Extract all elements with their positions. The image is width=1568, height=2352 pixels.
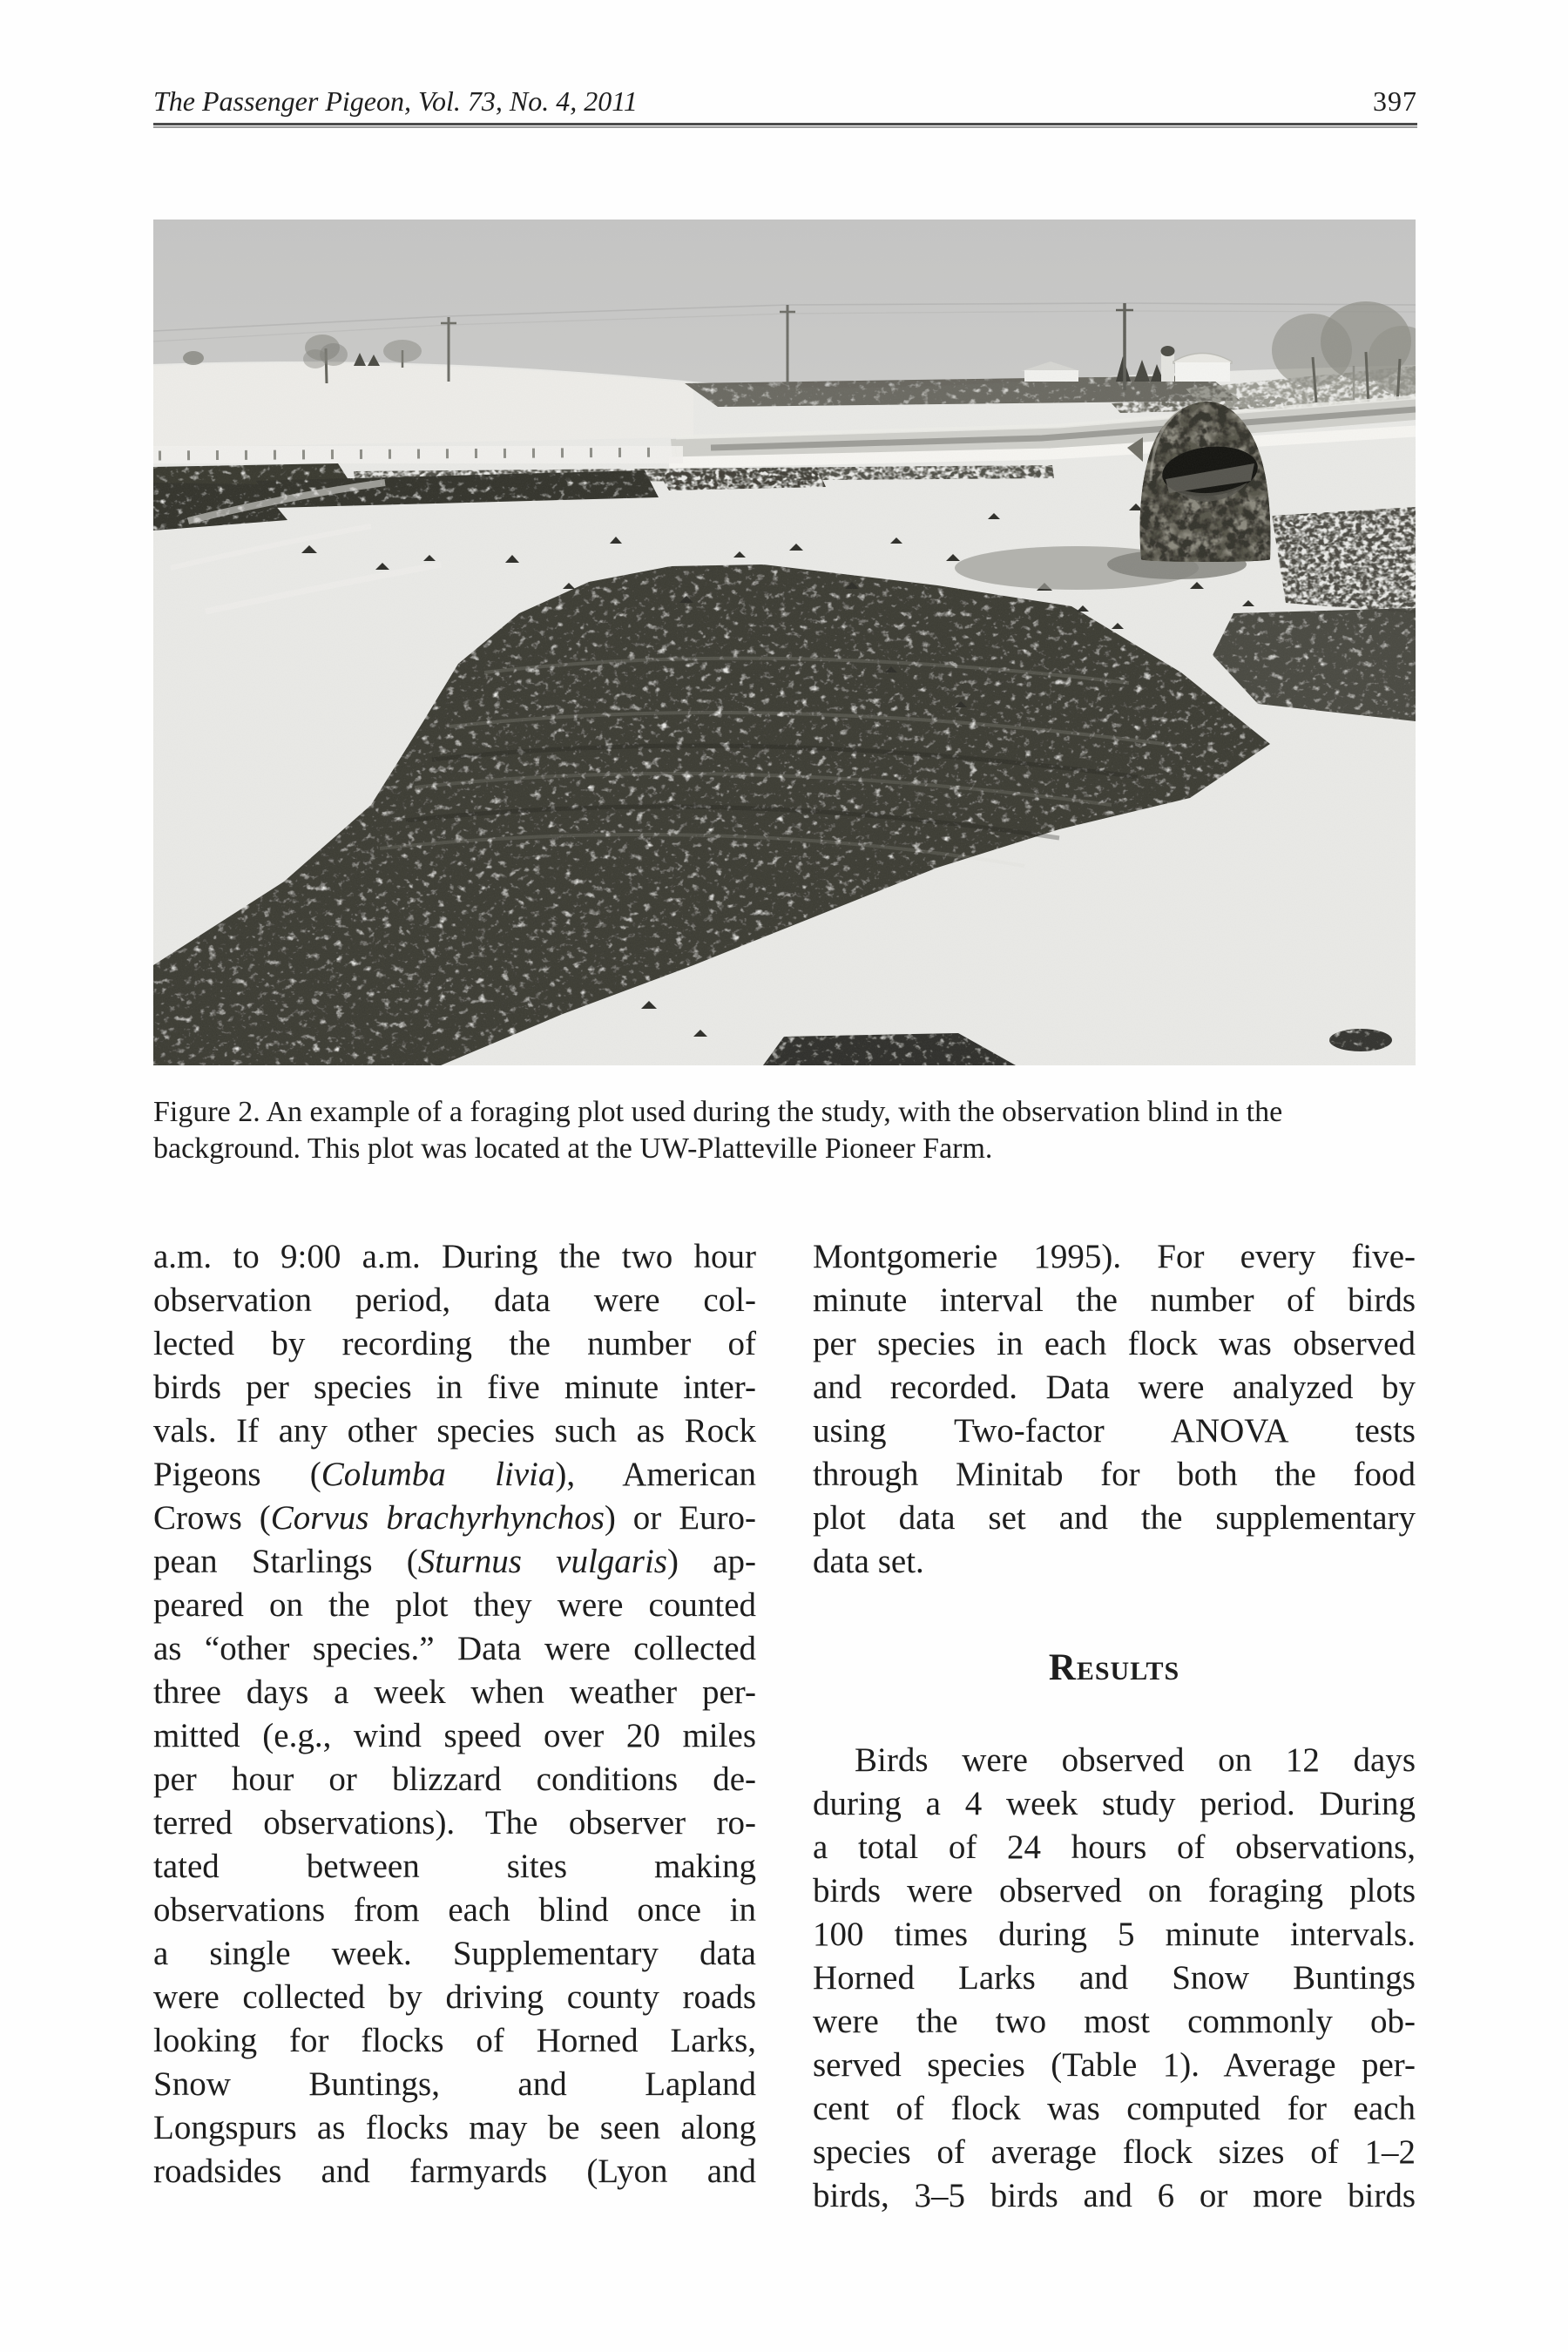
text-line: data set. (813, 1543, 924, 1580)
field-photo-art (153, 220, 1416, 1065)
text-line: a.m. to 9:00 a.m. During the two hour (153, 1238, 756, 1275)
text-line: peared on the plot they were counted (153, 1586, 756, 1624)
text-line: per species in each flock was observed (813, 1325, 1416, 1362)
text-line: and recorded. Data were analyzed by (813, 1369, 1416, 1406)
text-line: a total of 24 hours of observations, (813, 1828, 1416, 1866)
text-line: species of average flock sizes of 1–2 (813, 2133, 1416, 2171)
journal-title: The Passenger Pigeon, Vol. 73, No. 4, 2011 (153, 85, 638, 117)
text-line: tated between sites making (153, 1848, 756, 1885)
text-line: birds were observed on foraging plots (813, 1872, 1416, 1909)
results-heading: Results (1048, 1647, 1180, 1688)
text-line: cent of flock was computed for each (813, 2090, 1416, 2127)
text-line: observations from each blind once in (153, 1891, 756, 1929)
text-line: per hour or blizzard conditions de- (153, 1761, 756, 1798)
text-line: served species (Table 1). Average per- (813, 2046, 1416, 2084)
text-line: were the two most commonly ob- (813, 2003, 1416, 2040)
text-line: looking for flocks of Horned Larks, (153, 2022, 756, 2059)
text-line: Montgomerie 1995). For every five- (813, 1238, 1416, 1275)
left-column (153, 1235, 756, 2193)
text-line: through Minitab for both the food (813, 1456, 1416, 1493)
text-line: Birds were observed on 12 days (855, 1741, 1416, 1779)
text-line: were collected by driving county roads (153, 1978, 756, 2016)
text-line: using Two-factor ANOVA tests (813, 1412, 1416, 1450)
text-line: roadsides and farmyards (Lyon and (153, 2153, 756, 2190)
page-number: 397 (1373, 85, 1417, 117)
right-column-para2 (813, 1739, 1416, 2218)
text-line: 100 times during 5 minute intervals. (813, 1916, 1416, 1953)
text-line: plot data set and the supplementary (813, 1499, 1416, 1537)
text-line: mitted (e.g., wind speed over 20 miles (153, 1717, 756, 1754)
text-line: as “other species.” Data were collected (153, 1630, 756, 1667)
running-head (153, 84, 1417, 118)
text-line: Pigeons (Columba livia), American (153, 1456, 756, 1493)
text-line: birds, 3–5 birds and 6 or more birds (813, 2177, 1416, 2214)
right-column (813, 1235, 1416, 2218)
text-line: Horned Larks and Snow Buntings (813, 1959, 1416, 1997)
figure-caption (153, 1094, 1421, 1167)
text-line: a single week. Supplementary data (153, 1935, 756, 1972)
text-line: three days a week when weather per- (153, 1673, 756, 1711)
text-line: during a 4 week study period. During (813, 1785, 1416, 1822)
text-line: Longspurs as flocks may be seen along (153, 2109, 756, 2146)
right-column-para1 (813, 1235, 1416, 1584)
caption-line: background. This plot was located at the UW-Platteville Pioneer Farm. (153, 1132, 993, 1165)
header-rule (153, 123, 1417, 128)
text-line: birds per species in five minute inter- (153, 1369, 756, 1406)
photo-grain (153, 220, 1416, 1065)
text-line: pean Starlings (Sturnus vulgaris) ap- (153, 1543, 756, 1580)
text-line: Snow Buntings, and Lapland (153, 2065, 756, 2103)
caption-line: Figure 2. An example of a foraging plot used during the study, with the observation blind in the (153, 1096, 1283, 1128)
text-line: lected by recording the number of (153, 1325, 756, 1362)
figure-photo (153, 220, 1416, 1065)
text-line: Crows (Corvus brachyrhynchos) or Euro- (153, 1499, 756, 1537)
text-line: vals. If any other species such as Rock (153, 1412, 756, 1450)
text-line: observation period, data were col- (153, 1281, 756, 1319)
text-line: minute interval the number of birds (813, 1281, 1416, 1319)
text-line: terred observations). The observer ro- (153, 1804, 756, 1842)
